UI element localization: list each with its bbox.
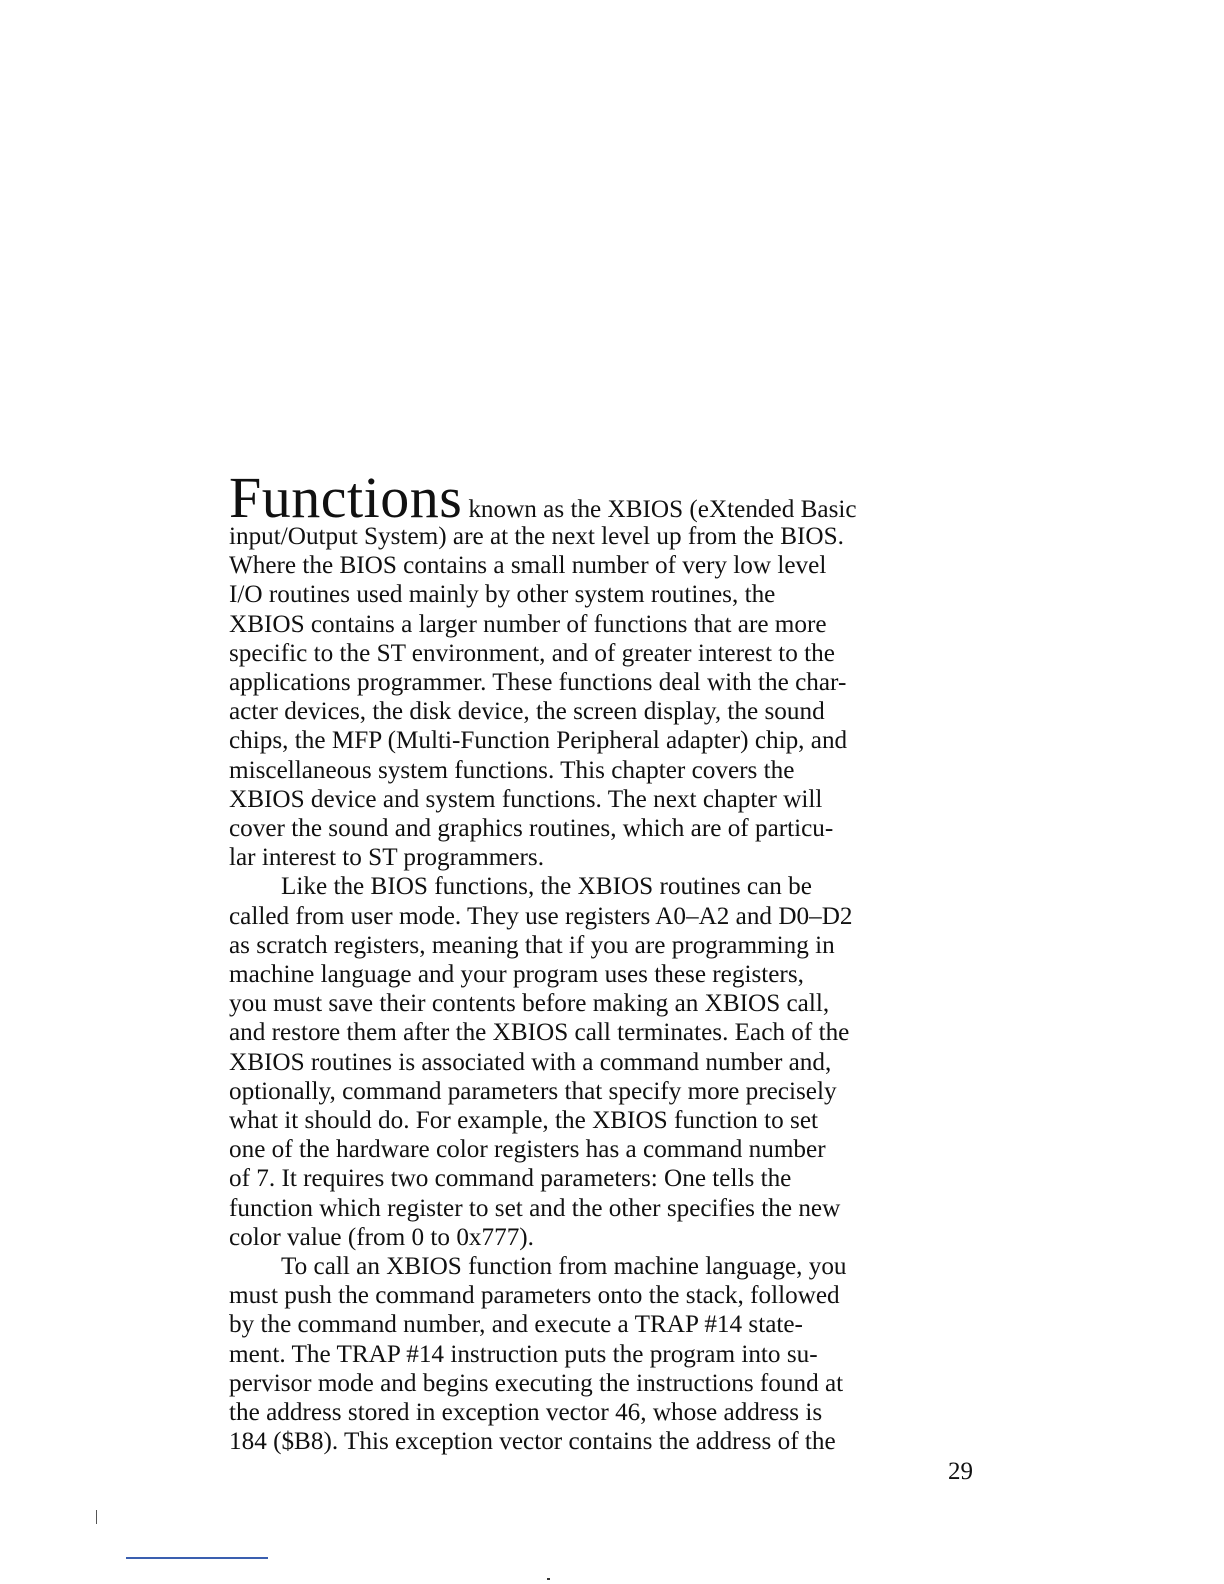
text-line: of 7. It requires two command parameters: One tells the xyxy=(229,1165,792,1193)
text-line: one of the hardware color registers has a command number xyxy=(229,1136,826,1164)
text-line: called from user mode. They use registers A0–A2 and D0–D2 xyxy=(229,902,853,930)
paragraph-start-line: To call an XBIOS function from machine language, you xyxy=(281,1253,847,1281)
text-line: machine language and your program uses these registers, xyxy=(229,961,804,989)
text-line: as scratch registers, meaning that if you are programming in xyxy=(229,931,835,959)
text-line: cover the sound and graphics routines, which are of particu- xyxy=(229,815,834,843)
text-line: XBIOS device and system functions. The next chapter will xyxy=(229,785,823,813)
scan-speck xyxy=(547,1578,550,1580)
body-text xyxy=(229,465,977,1457)
text-line: Where the BIOS contains a small number of very low level xyxy=(229,552,827,580)
paragraph-start-line: Like the BIOS functions, the XBIOS routines can be xyxy=(281,873,812,901)
chapter-opening-word: Functions xyxy=(229,465,463,530)
text-line: the address stored in exception vector 46, whose address is xyxy=(229,1399,823,1427)
text-line: 184 ($B8). This exception vector contains the address of the xyxy=(229,1428,836,1456)
text-line: lar interest to ST programmers. xyxy=(229,844,545,872)
text-line: function which register to set and the other specifies the new xyxy=(229,1194,841,1222)
page-number: 29 xyxy=(948,1458,973,1485)
text-line: what it should do. For example, the XBIOS function to set xyxy=(229,1107,819,1135)
text-line: ment. The TRAP #14 instruction puts the program into su- xyxy=(229,1340,818,1368)
text-line: you must save their contents before making an XBIOS call, xyxy=(229,990,830,1018)
text-line: must push the command parameters onto the stack, followed xyxy=(229,1282,840,1310)
text-line: and restore them after the XBIOS call terminates. Each of the xyxy=(229,1019,850,1047)
text-line: specific to the ST environment, and of greater interest to the xyxy=(229,639,835,667)
text-line: input/Output System) are at the next level up from the BIOS. xyxy=(229,523,844,550)
text-line: applications programmer. These functions deal with the char- xyxy=(229,669,847,697)
text-line: pervisor mode and begins executing the instructions found at xyxy=(229,1369,844,1397)
text-line: chips, the MFP (Multi-Function Peripheral adapter) chip, and xyxy=(229,727,848,755)
text-line: optionally, command parameters that specify more precisely xyxy=(229,1077,837,1105)
text-line: XBIOS routines is associated with a command number and, xyxy=(229,1048,832,1076)
text-line: known as the XBIOS (eXtended Basic xyxy=(468,496,857,523)
text-line: acter devices, the disk device, the screen display, the sound xyxy=(229,698,825,726)
scan-mark xyxy=(96,1510,97,1524)
text-line: by the command number, and execute a TRAP #14 state- xyxy=(229,1311,803,1339)
text-line: miscellaneous system functions. This chapter covers the xyxy=(229,756,795,784)
text-line: color value (from 0 to 0x777). xyxy=(229,1223,534,1251)
text-line: I/O routines used mainly by other system routines, the xyxy=(229,581,776,609)
opening-line xyxy=(229,465,977,530)
footer-rule xyxy=(126,1557,268,1559)
text-line: XBIOS contains a larger number of functions that are more xyxy=(229,610,827,638)
